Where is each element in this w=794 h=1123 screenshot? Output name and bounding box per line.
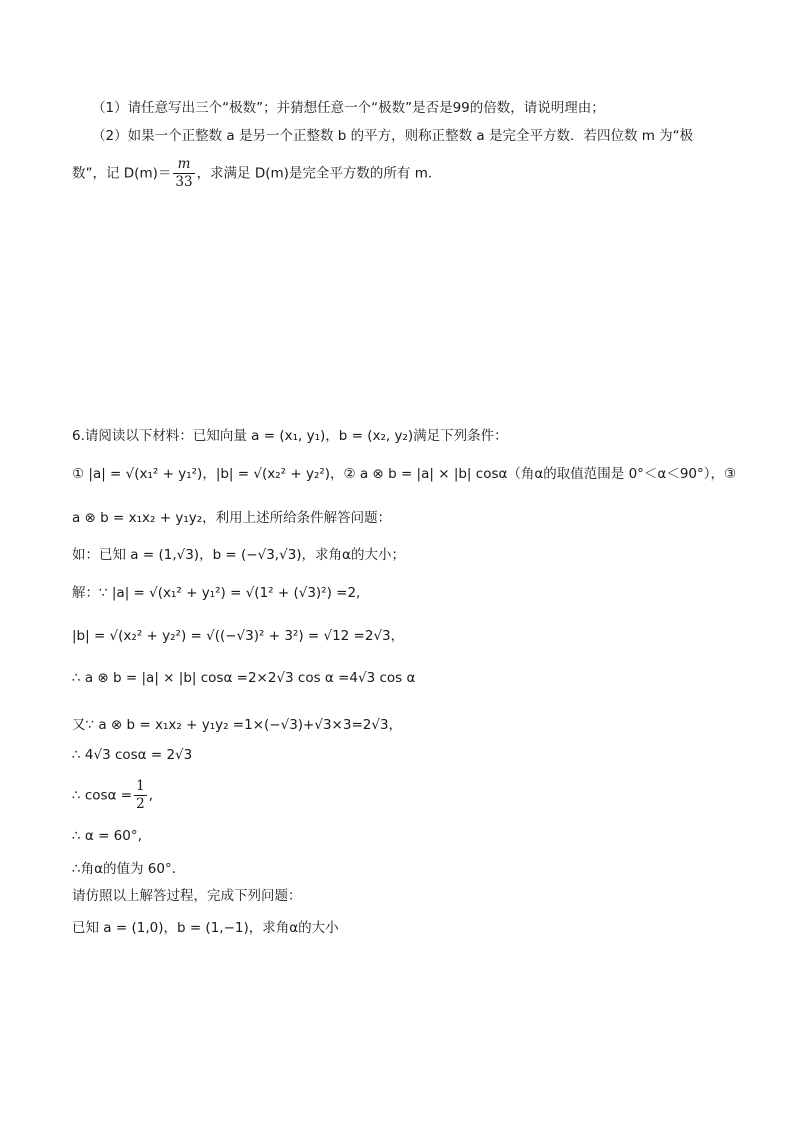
solution-step-4: 又∵ a ⊗ b = x₁x₂ + y₁y₂ =1×(−√3)+√3×3=2√3， [72, 717, 403, 733]
fraction-numerator: 1 [136, 778, 145, 794]
question-5-part2-line2 [72, 156, 441, 191]
cos-alpha-prefix: ∴ cosα = [72, 787, 133, 804]
cos-alpha-suffix: , [148, 787, 153, 804]
question-5-part2-line1: （2）如果一个正整数 a 是另一个正整数 b 的平方，则称正整数 a 是完全平方数．若四位数 m 为“极 [92, 128, 694, 144]
question-6-intro: 6.请阅读以下材料：已知向量 a = (x₁, y₁)，b = (x₂, y₂)满足下列条件： [72, 428, 508, 444]
solution-step-7: ∴ α = 60°, [72, 828, 142, 844]
condition-1-2: ① |a| = √(x₁² + y₁²)，|b| = √(x₂² + y₂²)，② a ⊗ b = |a| × |b| cosα（角α的取值范围是 0°＜α＜90°），③ [72, 466, 737, 482]
solution-step-2: |b| = √(x₂² + y₂²) = √((−√3)² + 3²) = √12 =2√3， [72, 628, 405, 644]
task-given: 已知 a = (1,0)，b = (1,−1)，求角α的大小 [72, 920, 339, 936]
fraction-one-half [134, 778, 147, 813]
condition-3: a ⊗ b = x₁x₂ + y₁y₂，利用上述所给条件解答问题： [72, 510, 392, 526]
solution-conclusion: ∴角α的值为 60°． [72, 861, 186, 877]
solution-step-5: ∴ 4√3 cosα = 2√3 [72, 747, 193, 763]
solution-step-6 [72, 778, 153, 813]
question-5-part1: （1）请任意写出三个“极数”；并猜想任意一个“极数”是否是99的倍数，请说明理由； [92, 100, 605, 116]
solution-step-1: 解：∵ |a| = √(x₁² + y₁²) = √(1² + (√3)²) =2, [72, 585, 361, 601]
fraction-denominator: 33 [175, 174, 193, 190]
fraction-denominator: 2 [136, 796, 145, 812]
fraction-m-over-33 [173, 156, 194, 191]
solution-step-3: ∴ a ⊗ b = |a| × |b| cosα =2×2√3 cos α =4√3 cos α [72, 670, 416, 686]
example-given: 如：已知 a = (1,√3)，b = (−√3,√3)，求角α的大小； [72, 547, 405, 563]
q2-suffix: ，求满足 D(m)是完全平方数的所有 m． [196, 165, 442, 182]
task-instruction: 请仿照以上解答过程，完成下列问题： [72, 888, 302, 904]
fraction-numerator: m [173, 156, 194, 174]
q2-prefix: 数”，记 D(m)＝ [72, 165, 172, 182]
